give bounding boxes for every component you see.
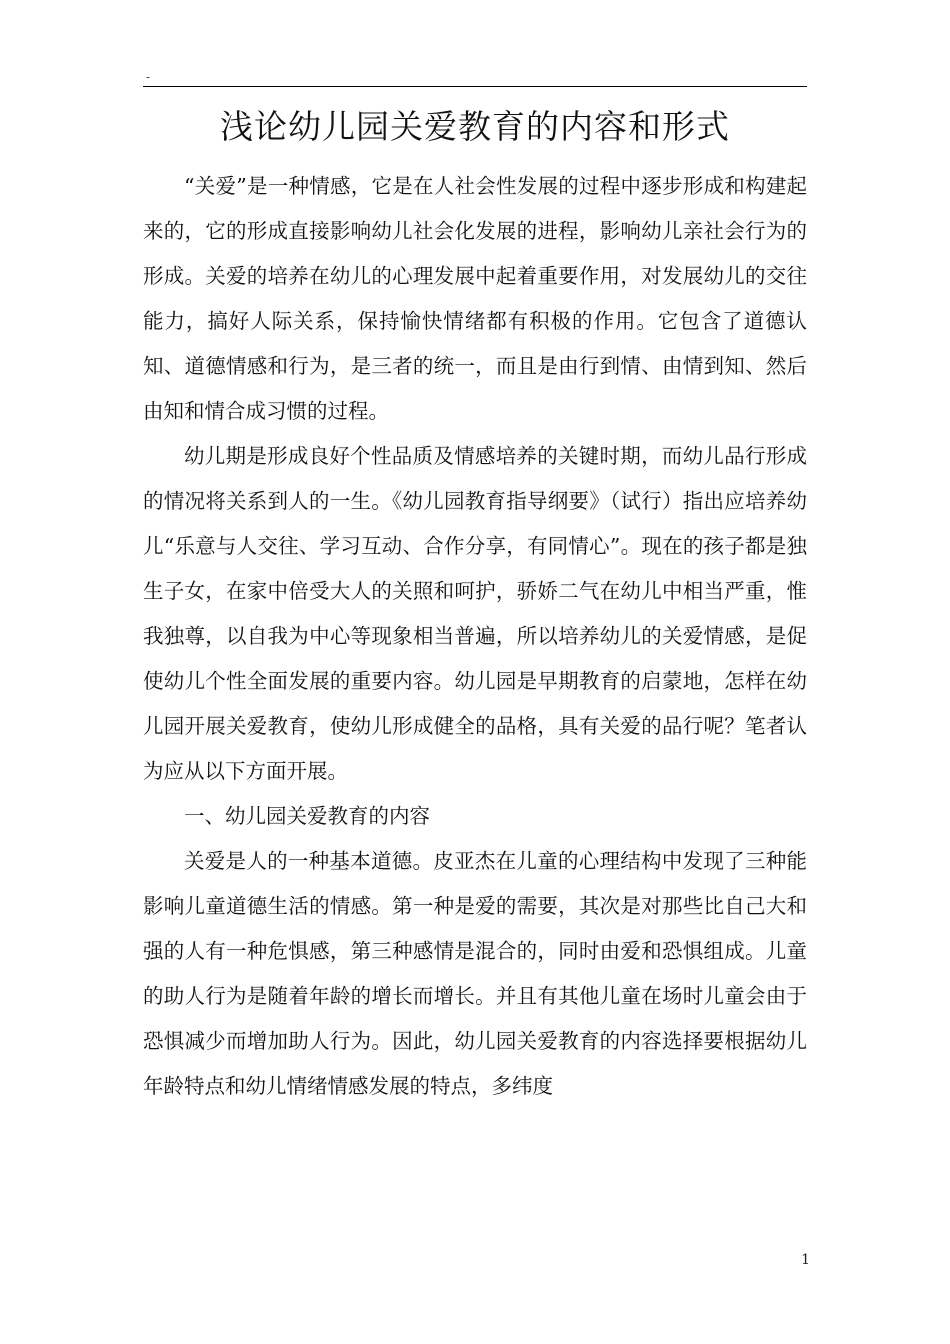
paragraph-early-childhood: 幼儿期是形成良好个性品质及情感培养的关键时期，而幼儿品行形成的情况将关系到人的一生。《幼儿园教育指导纲要》（试行）指出应培养幼儿“乐意与人交往、学习互动、合作分享，有同情心”。现在的孩子都是独生子女，在家中倍受大人的关照和呵护，骄娇二气在幼儿中相当严重，惟我独尊，以自我为中心等现象相当普遍，所以培养幼儿的关爱情感，是促使幼儿个性全面发展的重要内容。幼儿园是早期教育的启蒙地，怎样在幼儿园开展关爱教育，使幼儿形成健全的品格，具有关爱的品行呢？笔者认为应从以下方面开展。 — [143, 444, 807, 783]
document-body — [143, 164, 807, 1109]
section-heading: 一、幼儿园关爱教育的内容 — [184, 804, 430, 828]
document-title: 浅论幼儿园关爱教育的内容和形式 — [220, 107, 730, 146]
page-number: 1 — [801, 1252, 810, 1268]
header-mark: - — [146, 70, 151, 84]
header-rule — [143, 86, 807, 87]
paragraph-intro: “关爱”是一种情感，它是在人社会性发展的过程中逐步形成和构建起来的，它的形成直接影响幼儿社会化发展的进程，影响幼儿亲社会行为的形成。关爱的培养在幼儿的心理发展中起着重要作用，对发展幼儿的交往能力，搞好人际关系，保持愉快情绪都有积极的作用。它包含了道德认知、道德情感和行为，是三者的统一，而且是由行到情、由情到知、然后由知和情合成习惯的过程。 — [143, 174, 807, 423]
paragraph-piaget: 关爱是人的一种基本道德。皮亚杰在儿童的心理结构中发现了三种能影响儿童道德生活的情感。第一种是爱的需要，其次是对那些比自己大和强的人有一种危惧感，第三种感情是混合的，同时由爱和恐惧组成。儿童的助人行为是随着年龄的增长而增长。并且有其他儿童在场时儿童会由于恐惧减少而增加助人行为。因此，幼儿园关爱教育的内容选择要根据幼儿年龄特点和幼儿情绪情感发展的特点，多纬度 — [143, 849, 807, 1098]
